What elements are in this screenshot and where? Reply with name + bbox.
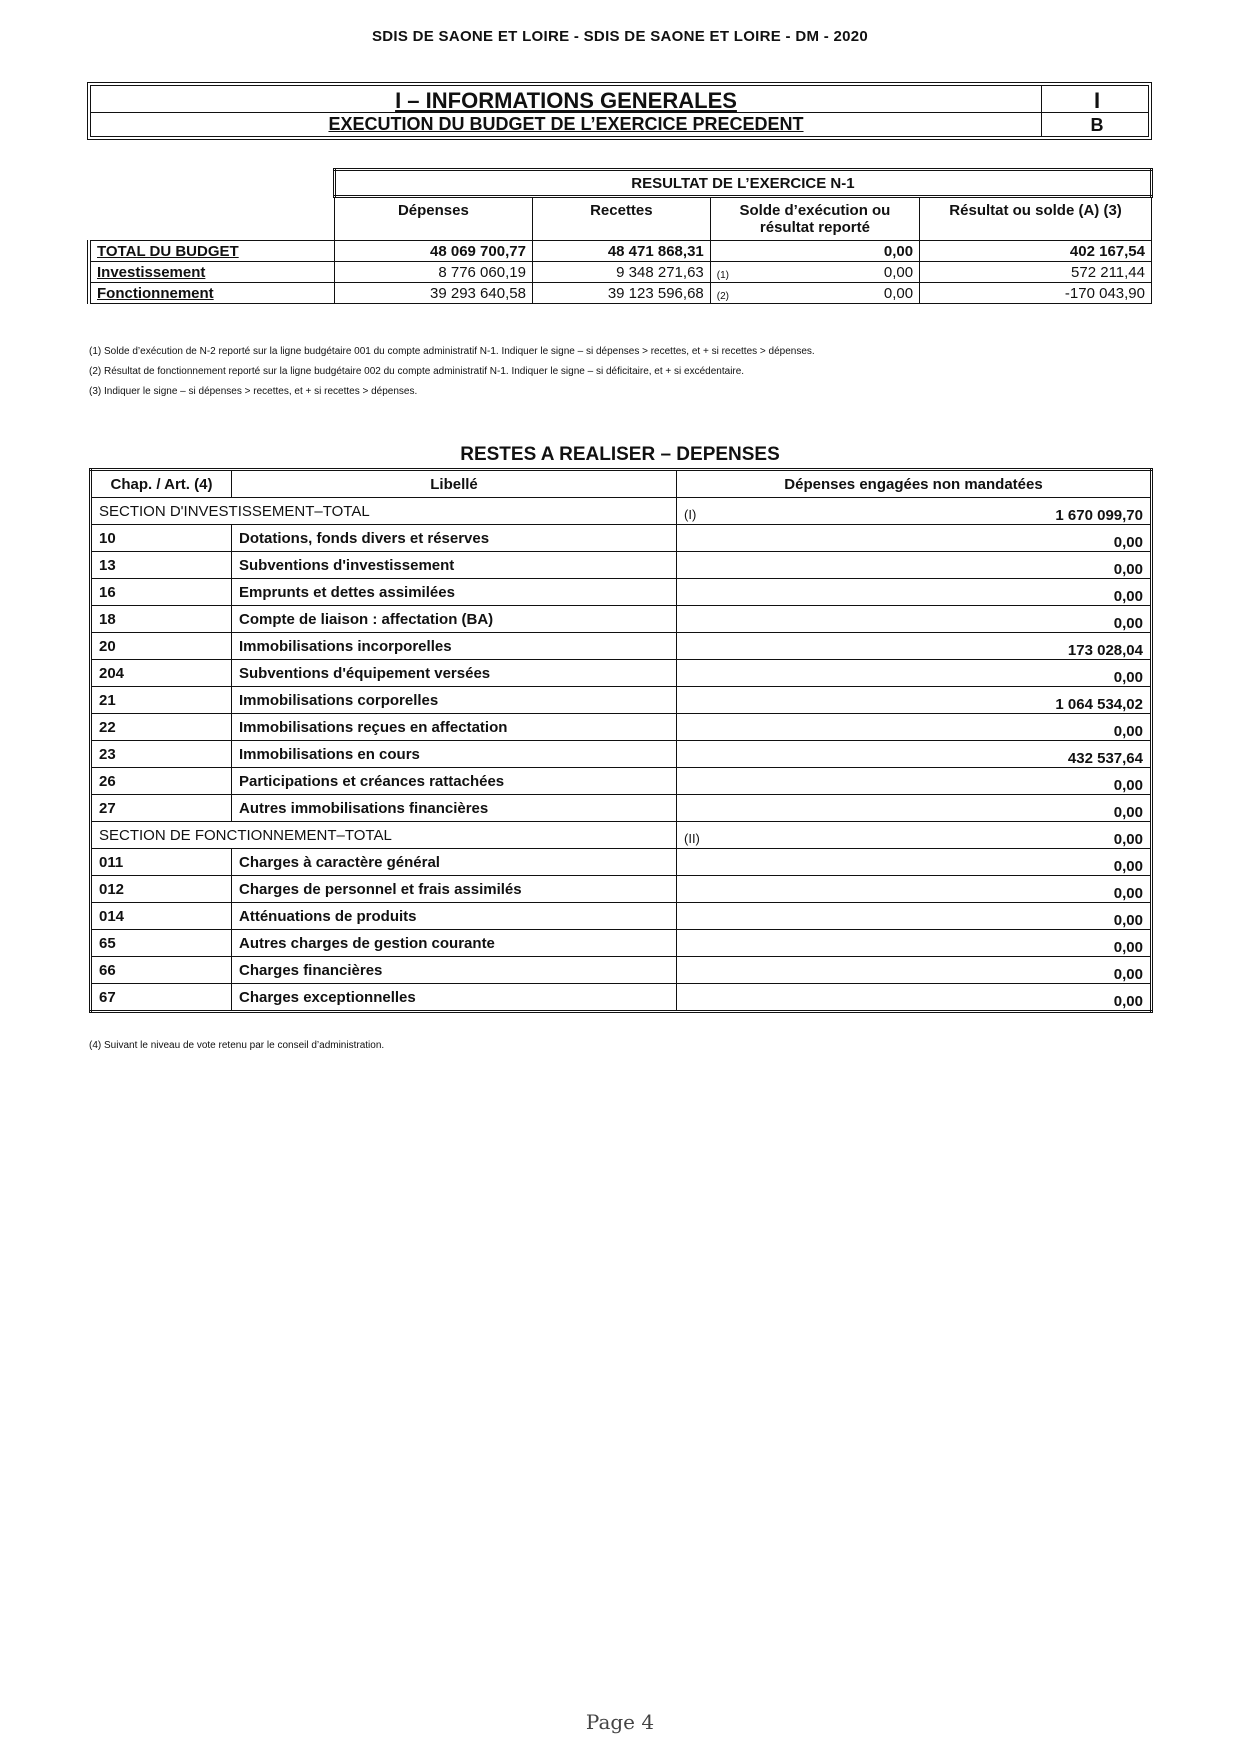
table-row bbox=[91, 660, 1152, 687]
note-marker: (2) bbox=[716, 290, 729, 302]
amount-value: 0,00 bbox=[677, 957, 1152, 984]
amount-value: 0,00 bbox=[677, 552, 1152, 579]
table-row bbox=[91, 984, 1152, 1012]
table-row bbox=[91, 930, 1152, 957]
amount-value: 0,00 bbox=[677, 606, 1152, 633]
chapter-code: 27 bbox=[91, 795, 232, 822]
column-header: Dépenses engagées non mandatées bbox=[677, 470, 1152, 498]
table-row bbox=[89, 262, 1152, 283]
section-subcode: B bbox=[1090, 115, 1104, 135]
table-row bbox=[91, 525, 1152, 552]
resultat-value: -170 043,90 bbox=[920, 283, 1152, 304]
recettes-value: 9 348 271,63 bbox=[532, 262, 710, 283]
table-row bbox=[91, 606, 1152, 633]
table-row bbox=[91, 687, 1152, 714]
depenses-value: 48 069 700,77 bbox=[334, 241, 532, 262]
section-label: SECTION DE FONCTIONNEMENT–TOTAL bbox=[91, 822, 677, 849]
chapter-label: Atténuations de produits bbox=[232, 903, 677, 930]
table-row bbox=[91, 714, 1152, 741]
chapter-code: 22 bbox=[91, 714, 232, 741]
chapter-code: 65 bbox=[91, 930, 232, 957]
column-header: Libellé bbox=[232, 470, 677, 498]
resultat-caption: RESULTAT DE L’EXERCICE N-1 bbox=[334, 170, 1151, 197]
amount-value: 0,00 bbox=[677, 795, 1152, 822]
chapter-label: Immobilisations reçues en affectation bbox=[232, 714, 677, 741]
chapter-label: Charges de personnel et frais assimilés bbox=[232, 876, 677, 903]
depenses-value: 39 293 640,58 bbox=[334, 283, 532, 304]
row-label: Investissement bbox=[89, 262, 334, 283]
chapter-code: 21 bbox=[91, 687, 232, 714]
amount-value: 0,00 bbox=[677, 660, 1152, 687]
title-divider bbox=[1041, 86, 1042, 136]
section-row bbox=[91, 822, 1152, 849]
chapter-label: Dotations, fonds divers et réserves bbox=[232, 525, 677, 552]
section-row bbox=[91, 498, 1152, 525]
amount-value: 0,00 bbox=[677, 525, 1152, 552]
chapter-code: 204 bbox=[91, 660, 232, 687]
chapter-code: 10 bbox=[91, 525, 232, 552]
title-box bbox=[87, 82, 1152, 140]
recettes-value: 48 471 868,31 bbox=[532, 241, 710, 262]
footnote: (1) Solde d’exécution de N-2 reporté sur la ligne budgétaire 001 du compte administratif N-1. Indiquer le signe – si dépenses > recettes, et + si recettes > dépenses. bbox=[89, 346, 815, 357]
chapter-label: Autres charges de gestion courante bbox=[232, 930, 677, 957]
chapter-code: 23 bbox=[91, 741, 232, 768]
chapter-label: Immobilisations corporelles bbox=[232, 687, 677, 714]
resultat-value: 402 167,54 bbox=[920, 241, 1152, 262]
resultat-value: 572 211,44 bbox=[920, 262, 1152, 283]
amount-value: 0,00 bbox=[677, 903, 1152, 930]
footnote: (3) Indiquer le signe – si dépenses > recettes, et + si recettes > dépenses. bbox=[89, 386, 418, 397]
section-label: SECTION D'INVESTISSEMENT–TOTAL bbox=[91, 498, 677, 525]
depenses-value: 8 776 060,19 bbox=[334, 262, 532, 283]
chapter-code: 16 bbox=[91, 579, 232, 606]
amount-value: 0,00 bbox=[677, 984, 1152, 1012]
restes-table bbox=[89, 468, 1153, 1013]
table-row bbox=[91, 768, 1152, 795]
chapter-label: Emprunts et dettes assimilées bbox=[232, 579, 677, 606]
table-row bbox=[89, 283, 1152, 304]
chapter-code: 26 bbox=[91, 768, 232, 795]
amount-value: 0,00 bbox=[677, 579, 1152, 606]
solde-value: 0,00 bbox=[710, 241, 919, 262]
column-header: Dépenses bbox=[334, 197, 532, 241]
footnote: (4) Suivant le niveau de vote retenu par le conseil d’administration. bbox=[89, 1040, 385, 1051]
amount-value: 0,00 bbox=[677, 876, 1152, 903]
amount-value: 0,00 bbox=[677, 768, 1152, 795]
chapter-code: 012 bbox=[91, 876, 232, 903]
restes-title: RESTES A REALISER – DEPENSES bbox=[460, 444, 780, 465]
chapter-code: 20 bbox=[91, 633, 232, 660]
section-tag: (II) bbox=[684, 831, 700, 846]
column-header: Recettes bbox=[532, 197, 710, 241]
solde-value: 0,00 bbox=[883, 263, 914, 281]
table-row bbox=[91, 876, 1152, 903]
section-total-value: 0,00 bbox=[1113, 831, 1143, 848]
table-row bbox=[91, 849, 1152, 876]
column-header: Chap. / Art. (4) bbox=[91, 470, 232, 498]
chapter-label: Autres immobilisations financières bbox=[232, 795, 677, 822]
amount-value: 173 028,04 bbox=[677, 633, 1152, 660]
amount-value: 0,00 bbox=[677, 930, 1152, 957]
column-header: Solde d’exécution ou résultat reporté bbox=[710, 197, 919, 241]
chapter-code: 66 bbox=[91, 957, 232, 984]
recettes-value: 39 123 596,68 bbox=[532, 283, 710, 304]
column-header: Résultat ou solde (A) (3) bbox=[920, 197, 1152, 241]
section-subtitle: EXECUTION DU BUDGET DE L’EXERCICE PRECEDENT bbox=[328, 114, 804, 134]
chapter-label: Charges à caractère général bbox=[232, 849, 677, 876]
chapter-code: 18 bbox=[91, 606, 232, 633]
table-row bbox=[91, 579, 1152, 606]
chapter-code: 011 bbox=[91, 849, 232, 876]
section-code: I bbox=[1093, 88, 1101, 113]
page-number: Page 4 bbox=[585, 1710, 655, 1734]
chapter-label: Immobilisations en cours bbox=[232, 741, 677, 768]
section-title: I – INFORMATIONS GENERALES bbox=[395, 88, 737, 113]
section-total-value: 1 670 099,70 bbox=[1055, 507, 1143, 524]
solde-value: 0,00 bbox=[883, 284, 914, 302]
chapter-label: Charges exceptionnelles bbox=[232, 984, 677, 1012]
amount-value: 1 064 534,02 bbox=[677, 687, 1152, 714]
section-tag: (I) bbox=[684, 507, 697, 522]
amount-value: 432 537,64 bbox=[677, 741, 1152, 768]
resultat-table bbox=[87, 168, 1153, 304]
table-header-row bbox=[91, 470, 1152, 498]
chapter-code: 014 bbox=[91, 903, 232, 930]
chapter-label: Subventions d'équipement versées bbox=[232, 660, 677, 687]
chapter-label: Subventions d'investissement bbox=[232, 552, 677, 579]
table-row bbox=[91, 795, 1152, 822]
table-row bbox=[91, 552, 1152, 579]
table-row bbox=[91, 741, 1152, 768]
row-label: TOTAL DU BUDGET bbox=[89, 241, 334, 262]
row-label: Fonctionnement bbox=[89, 283, 334, 304]
document-header: SDIS DE SAONE ET LOIRE - SDIS DE SAONE ET LOIRE - DM - 2020 bbox=[371, 28, 869, 45]
chapter-label: Charges financières bbox=[232, 957, 677, 984]
chapter-code: 13 bbox=[91, 552, 232, 579]
footnote: (2) Résultat de fonctionnement reporté sur la ligne budgétaire 002 du compte administratif N-1. Indiquer le signe – si déficitaire, et + si excédentaire. bbox=[89, 366, 745, 377]
chapter-code: 67 bbox=[91, 984, 232, 1012]
amount-value: 0,00 bbox=[677, 849, 1152, 876]
table-row bbox=[91, 903, 1152, 930]
note-marker: (1) bbox=[716, 269, 729, 281]
table-row bbox=[91, 957, 1152, 984]
chapter-label: Compte de liaison : affectation (BA) bbox=[232, 606, 677, 633]
chapter-label: Immobilisations incorporelles bbox=[232, 633, 677, 660]
amount-value: 0,00 bbox=[677, 714, 1152, 741]
table-row bbox=[91, 633, 1152, 660]
table-row bbox=[89, 241, 1152, 262]
chapter-label: Participations et créances rattachées bbox=[232, 768, 677, 795]
